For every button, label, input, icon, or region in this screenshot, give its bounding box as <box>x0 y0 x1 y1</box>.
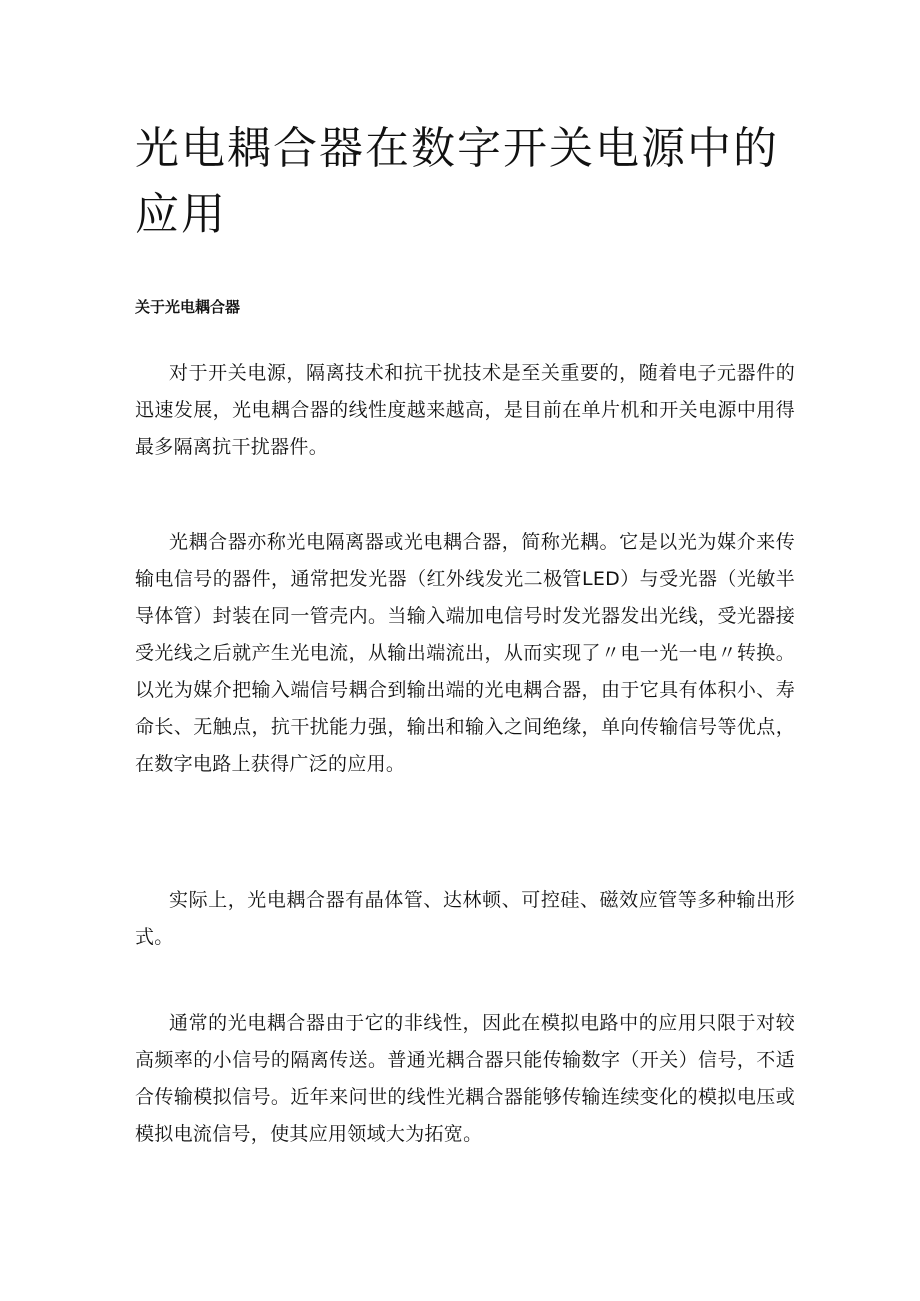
paragraph-3: 实际上，光电耦合器有晶体管、达林顿、可控硅、磁效应管等多种输出形式。 <box>135 889 795 948</box>
paragraph-4: 通常的光电耦合器由于它的非线性，因此在模拟电路中的应用只限于对较高频率的小信号的隔离传送。普通光耦合器只能传输数字（开关）信号，不适合传输模拟信号。近年来问世的线性光耦合器能够传输连续变化的模拟电压或模拟电流信号，使其应用领域大为拓宽。 <box>135 1012 795 1145</box>
section-heading: 关于光电耦合器 <box>135 298 241 316</box>
document-title: 光电耦合器在数字开关电源中的应用 <box>135 123 779 240</box>
paragraph-1: 对于开关电源，隔离技术和抗干扰技术是至关重要的，随着电子元器件的迅速发展，光电耦合器的线性度越来越高，是目前在单片机和开关电源中用得最多隔离抗干扰器件。 <box>135 362 795 458</box>
paragraph-2: 光耦合器亦称光电隔离器或光电耦合器，简称光耦。它是以光为媒介来传输电信号的器件，通常把发光器（红外线发光二极管LED）与受光器（光敏半导体管）封装在同一管壳内。当输入端加电信号时发光器发出光线，受光器接受光线之后就产生光电流，从输出端流出，从而实现了〃电一光一电〃转换。以光为媒介把输入端信号耦合到输出端的光电耦合器，由于它具有体积小、寿命长、无触点，抗干扰能力强，输出和输入之间绝缘，单向传输信号等优点，在数字电路上获得广泛的应用。 <box>135 531 795 775</box>
